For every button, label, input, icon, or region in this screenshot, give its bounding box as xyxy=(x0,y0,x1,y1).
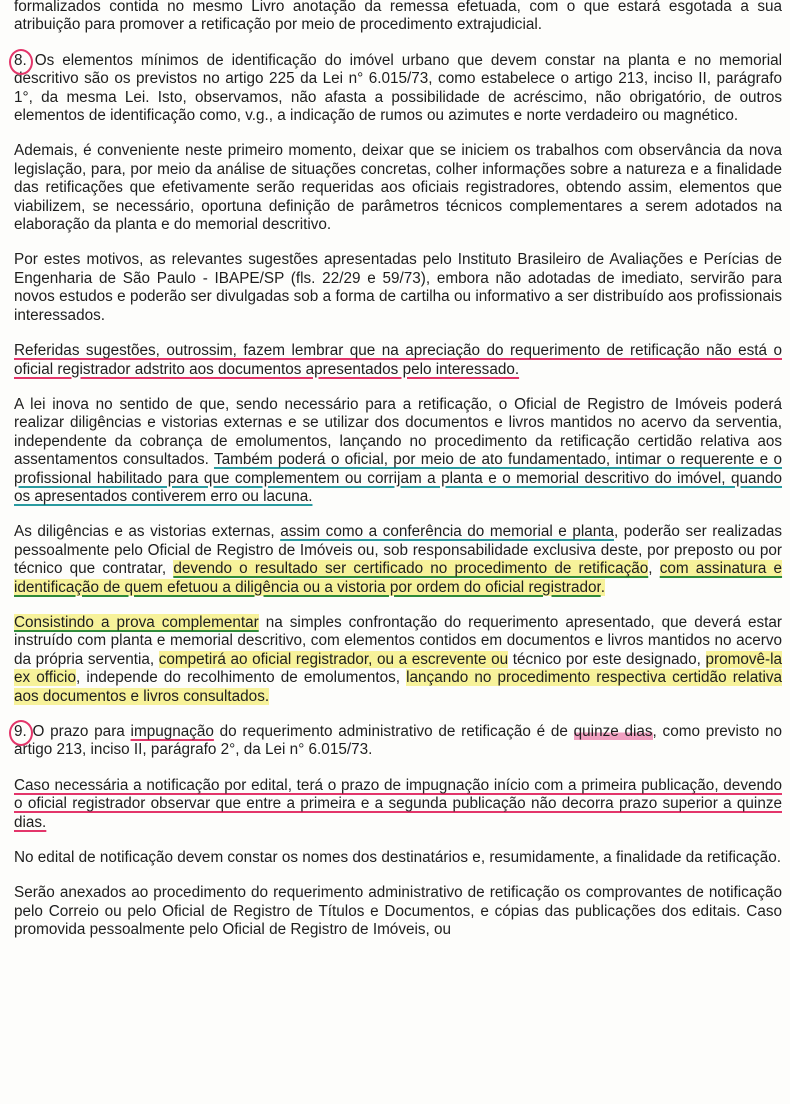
paragraph-nomes-destinatarios xyxy=(14,849,782,867)
paragraph-text: As diligências e as vistorias externas, xyxy=(14,523,275,541)
item-number-8: 8. xyxy=(14,51,27,69)
paragraph-text: O prazo para xyxy=(32,723,125,740)
highlighted-text: Consistindo a prova complementar xyxy=(14,613,259,631)
paragraph-text: técnico por este designado, xyxy=(512,650,701,668)
paragraph-ademais xyxy=(14,142,782,234)
paragraph-text: , como previsto no artigo 213, inciso II, parágrafo 2°, da Lei n° 6.015/73. xyxy=(14,723,783,759)
underlined-text: Referidas sugestões, outrossim, fazem lembrar que na apreciação do requerimento de retificação não está o oficial registrador adstrito aos documentos apresentados pelo interessado. xyxy=(14,342,782,378)
paragraph-text: formalizados contida no mesmo Livro anotação da remessa efetuada, com o que estará esgotada a sua atribuição para promover a retificação por meio de procedimento extrajudicial. xyxy=(14,0,782,34)
paragraph-text: na simples confrontação do requerimento apresentado, que deverá estar instruído com planta e memorial descritivo, com elementos contidos em documentos e livros mantidos no acervo da própria serventia, xyxy=(14,613,782,668)
document-page xyxy=(14,0,782,957)
underlined-text: assim como a conferência do memorial e planta xyxy=(280,523,615,541)
paragraph-motivos xyxy=(14,251,782,325)
paragraph-text: , poderão ser realizadas pessoalmente pelo Oficial de Registro de Imóveis ou, sob responsabilidade exclusiva deste, por preposto ou por técnico que contratar, xyxy=(14,523,782,578)
underlined-text: impugnação xyxy=(130,723,214,740)
paragraph-text: Por estes motivos, as relevantes sugestões apresentadas pelo Instituto Brasileiro de Avaliações e Perícias de Engenharia de São Paulo - IBAPE/SP (fls. 22/29 e 59/73), embora não adotadas de imediato, servirão para novos estudos e poderão ser divulgadas sob a forma de cartilha ou informativo a ser distribuído aos profissionais interessados. xyxy=(14,251,782,324)
paragraph-text: No edital de notificação devem constar os nomes dos destinatários e, resumidamente, a finalidade da retificação. xyxy=(14,849,781,867)
paragraph-continuation xyxy=(14,0,782,35)
paragraph-prova-complementar xyxy=(14,614,782,706)
paragraph-text: , independe do recolhimento de emolumentos, xyxy=(75,669,400,687)
paragraph-item-8 xyxy=(14,52,782,126)
paragraph-text: do requerimento administrativo de retificação é de xyxy=(219,723,568,740)
underlined-text: Também poderá o oficial, por meio de ato fundamentado, intimar o requerente e o profissional habilitado para que complementem ou corrijam a planta e o memorial descritivo do imóvel, quando os apresentados contiverem erro ou lacuna. xyxy=(14,451,782,505)
paragraph-text: Ademais, é conveniente neste primeiro momento, deixar que se iniciem os trabalhos com observância da nova legislação, para, por meio da análise de situações concretas, colher informações sobre a natureza e a finalidade das retificações que efetivamente serão requeridas aos oficiais registradores, obtendo assim, elementos que viabilizem, se necessário, oportuna definição de parâmetros técnicos complementares a serem adotados na elaboração da planta e do memorial descritivo. xyxy=(14,142,782,234)
highlighted-text: lançando no procedimento respectiva certidão relativa aos documentos e livros consultados. xyxy=(14,669,783,705)
paragraph-lei-inova xyxy=(14,396,782,506)
paragraph-edital xyxy=(14,777,782,832)
paragraph-sugestoes xyxy=(14,342,782,379)
paragraph-text: Serão anexados ao procedimento do requerimento administrativo de retificação os comprovantes de notificação pelo Correio ou pelo Oficial de Registro de Títulos e Documentos, e cópias das publicações dos editais. Caso promovida pessoalmente pelo Oficial de Registro de Imóveis, ou xyxy=(14,884,782,939)
paragraph-text: , xyxy=(648,560,653,578)
underlined-text: Caso necessária a notificação por edital, terá o prazo de impugnação início com a primeira publicação, devendo o oficial registrador observar que entre a primeira e a segunda publicação não decorra prazo superior a quinze dias. xyxy=(14,776,782,831)
paragraph-text: Os elementos mínimos de identificação do imóvel urbano que devem constar na planta e no memorial descritivo são os previstos no artigo 225 da Lei n° 6.015/73, como estabelece o artigo 213, inciso II, parágrafo 1°, da mesma Lei. Isto, observamos, não afasta a possibilidade de acréscimo, não obrigatório, de outros elementos de identificação como, v.g., a indicação de rumos ou azimutes e norte verdadeiro ou magnético. xyxy=(14,51,783,125)
paragraph-diligencias xyxy=(14,523,782,597)
highlighted-text: quinze dias xyxy=(573,723,653,740)
highlighted-text: com assinatura e identificação de quem efetuou a diligência ou a vistoria por ordem do oficial registrador xyxy=(14,560,783,596)
highlighted-text: competirá ao oficial registrador, ou a escrevente ou xyxy=(158,650,509,668)
paragraph-text: A lei inova no sentido de que, sendo necessário para a retificação, o Oficial de Registro de Imóveis poderá realizar diligências e vistorias externas e se utilizar dos documentos e livros mantidos no acervo da serventia, independente da cobrança de emolumentos, lançando no procedimento da retificação certidão relativa aos assentamentos consultados. xyxy=(14,395,782,469)
paragraph-anexados xyxy=(14,884,782,939)
paragraph-item-9 xyxy=(14,723,782,760)
highlighted-text: devendo o resultado ser certificado no procedimento de retificação xyxy=(173,560,649,578)
highlighted-text: promovê-la ex officio xyxy=(14,650,783,687)
paragraph-text: . xyxy=(600,578,605,596)
item-number-9: 9. xyxy=(14,723,27,740)
